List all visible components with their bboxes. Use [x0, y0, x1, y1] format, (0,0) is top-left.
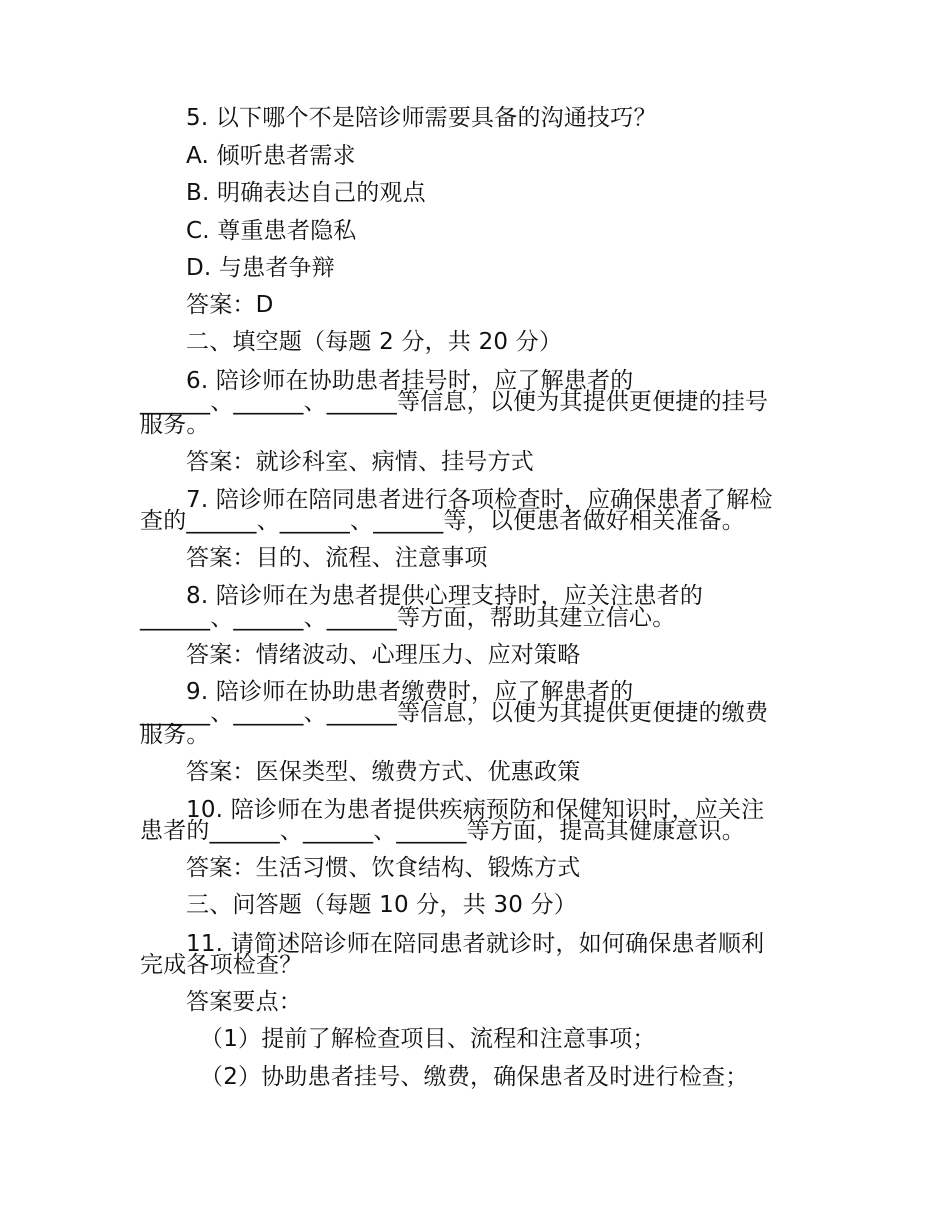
q10-line2: 患者的______、______、______等方面，提高其健康意识。 [140, 818, 745, 844]
q11-answer-label: 答案要点： [186, 989, 302, 1015]
q5-option-b: B. 明确表达自己的观点 [186, 180, 426, 206]
q9-line1: 9. 陪诊师在协助患者缴费时，应了解患者的 [186, 679, 634, 705]
q6-answer: 答案：就诊科室、病情、挂号方式 [186, 449, 534, 475]
q7-answer: 答案：目的、流程、注意事项 [186, 545, 488, 571]
q8-line1: 8. 陪诊师在为患者提供心理支持时，应关注患者的 [186, 583, 704, 609]
q9-answer: 答案：医保类型、缴费方式、优惠政策 [186, 759, 581, 785]
q10-answer: 答案：生活习惯、饮食结构、锻炼方式 [186, 855, 581, 881]
q7-line1: 7. 陪诊师在陪同患者进行各项检查时，应确保患者了解检 [186, 487, 773, 513]
q6-line2: ______、______、______等信息，以便为其提供更便捷的挂号 [140, 389, 769, 415]
q8-line2: ______、______、______等方面，帮助其建立信心。 [140, 605, 676, 631]
q8-answer: 答案：情绪波动、心理压力、应对策略 [186, 642, 581, 668]
q9-line2: ______、______、______等信息，以便为其提供更便捷的缴费 [140, 700, 769, 726]
q5-answer: 答案：D [186, 292, 274, 318]
q5-option-a: A. 倾听患者需求 [186, 143, 356, 169]
q5-question: 5. 以下哪个不是陪诊师需要具备的沟通技巧？ [186, 105, 657, 131]
q7-line2: 查的______、______、______等，以便患者做好相关准备。 [140, 508, 745, 534]
q5-option-c: C. 尊重患者隐私 [186, 218, 357, 244]
q9-line3: 服务。 [140, 722, 210, 748]
q11-point-1: （1）提前了解检查项目、流程和注意事项； [200, 1026, 656, 1052]
section3-heading: 三、问答题（每题 10 分，共 30 分） [186, 892, 577, 918]
q5-option-d: D. 与患者争辩 [186, 255, 335, 281]
q6-line3: 服务。 [140, 412, 210, 438]
q11-line1: 11. 请简述陪诊师在陪同患者就诊时，如何确保患者顺利 [186, 931, 765, 957]
q11-point-2: （2）协助患者挂号、缴费，确保患者及时进行检查； [200, 1064, 749, 1090]
section2-heading: 二、填空题（每题 2 分，共 20 分） [186, 329, 563, 355]
q10-line1: 10. 陪诊师在为患者提供疾病预防和保健知识时，应关注 [186, 797, 765, 823]
q11-line2: 完成各项检查？ [140, 952, 303, 978]
q6-line1: 6. 陪诊师在协助患者挂号时，应了解患者的 [186, 368, 634, 394]
